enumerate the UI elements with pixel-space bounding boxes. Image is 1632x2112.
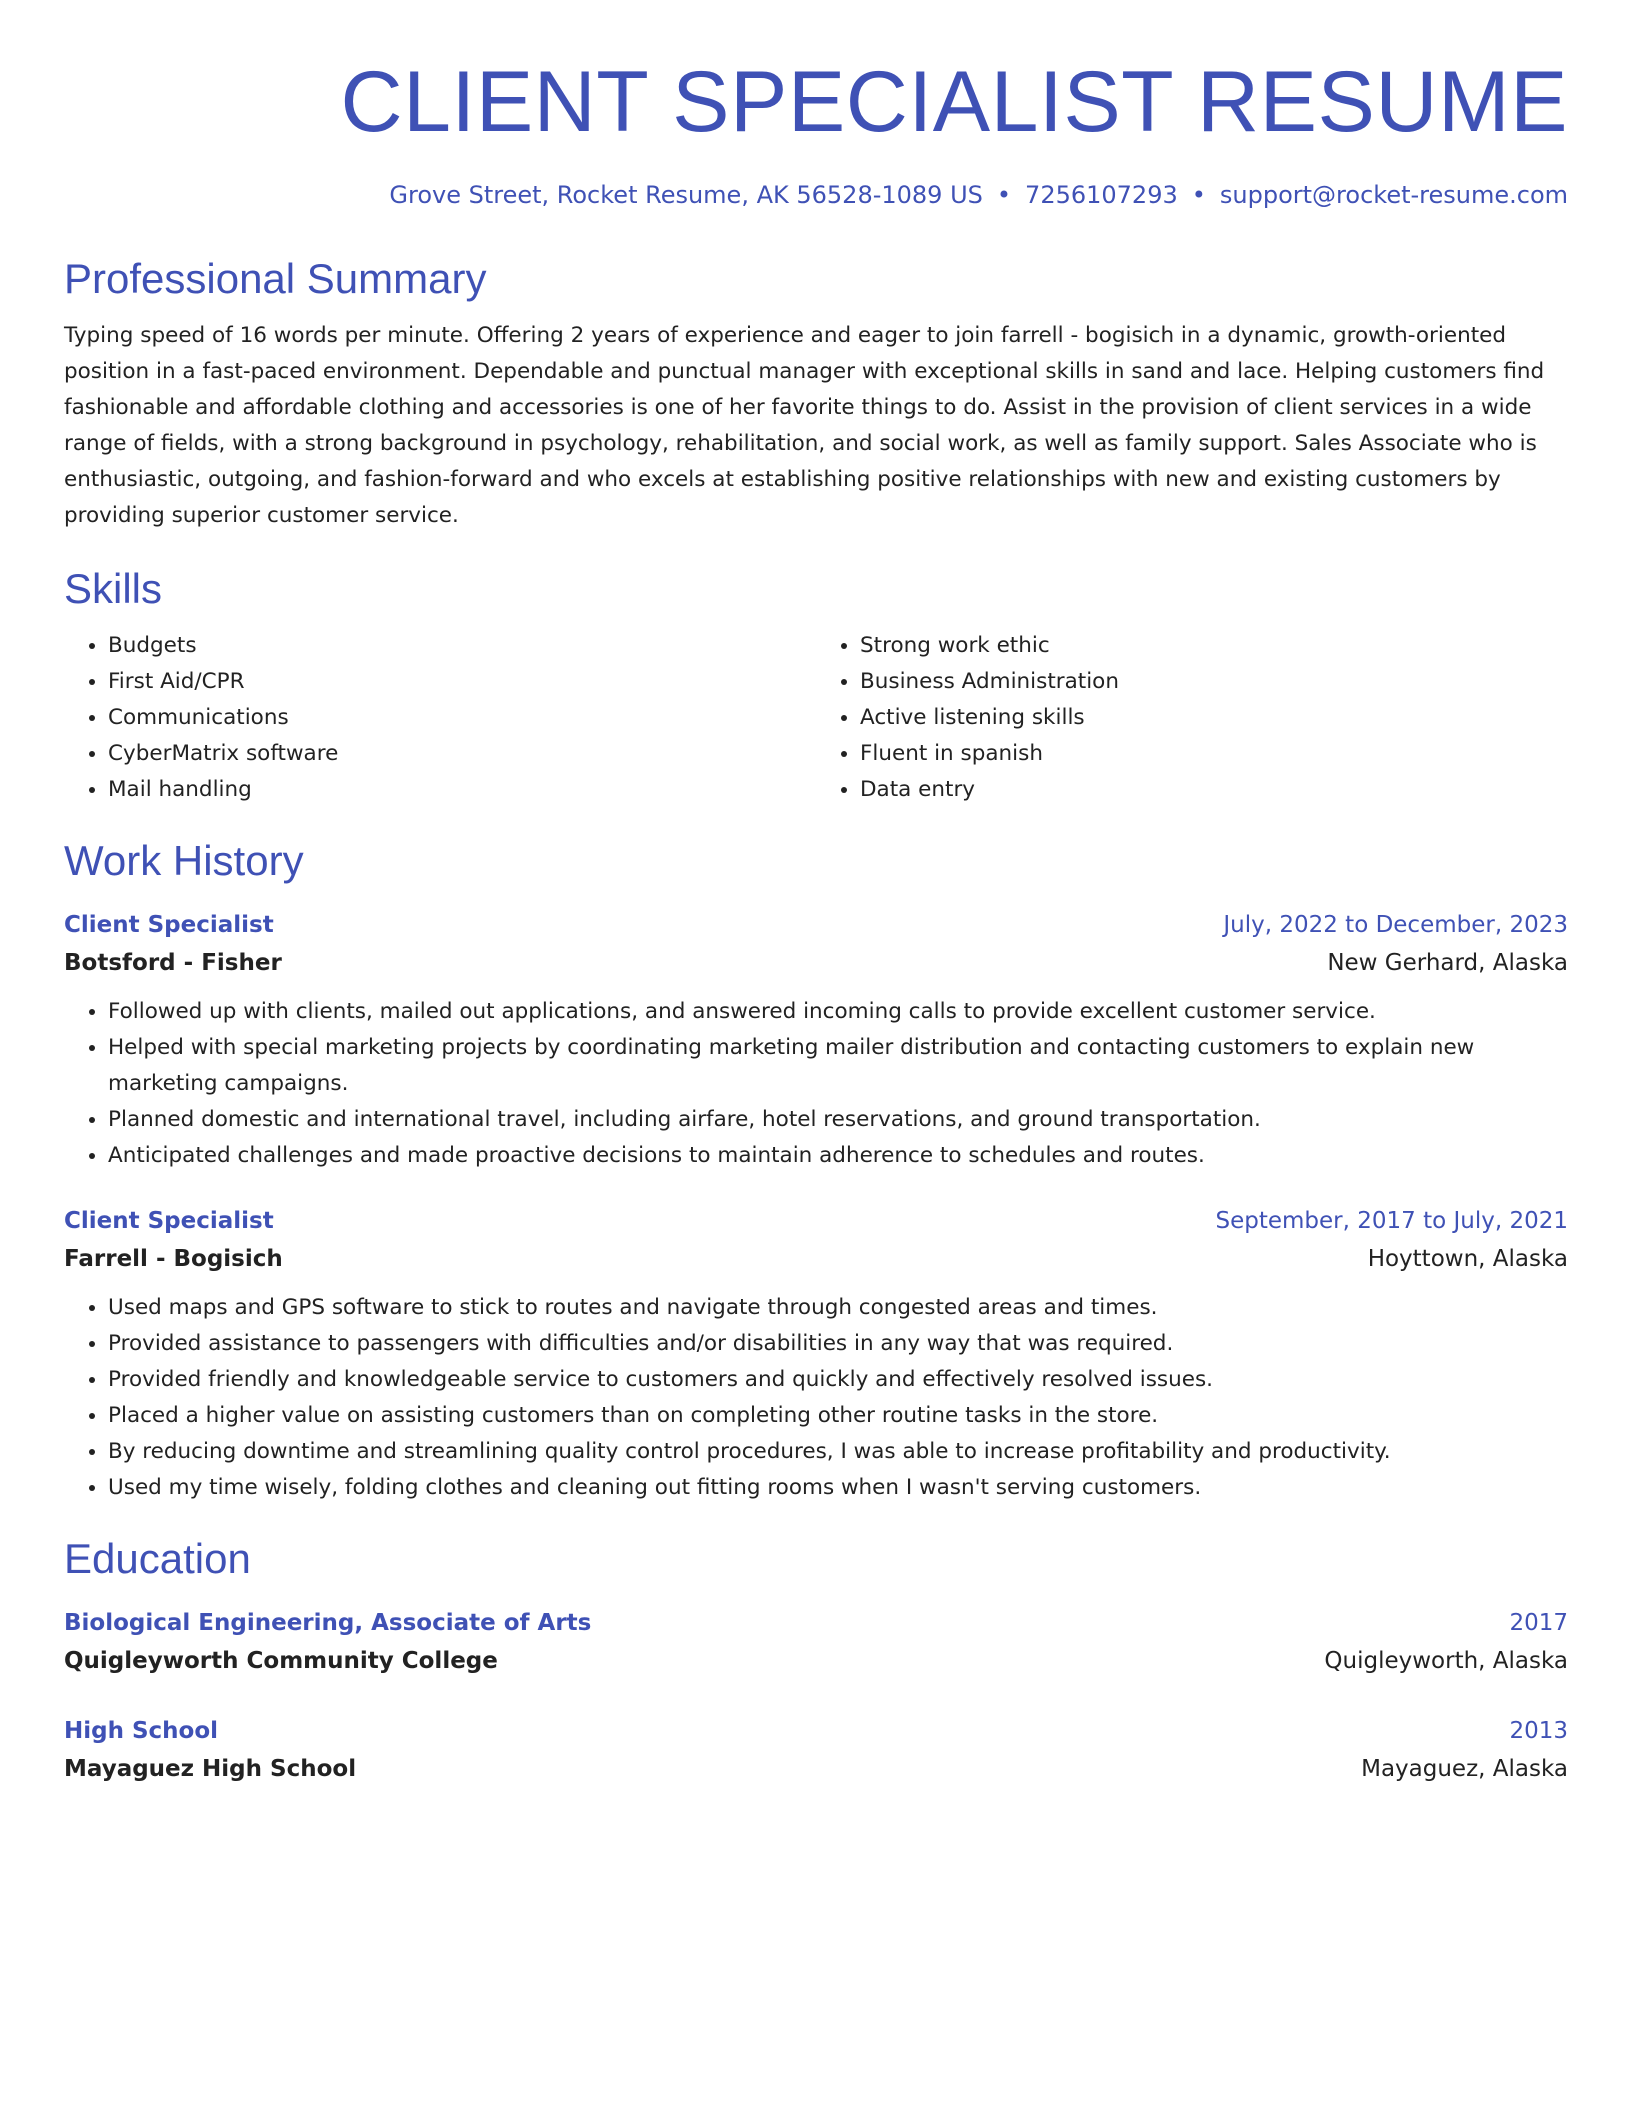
work-entry [64,906,1568,1174]
contact-email[interactable]: support@rocket-resume.com [1219,181,1568,209]
work-entry-header [64,1202,1568,1240]
education-entry-subheader [64,1750,1568,1788]
skills-column-left [64,628,816,808]
skill-item: • Fluent in spanish [860,736,1568,772]
company-name: Botsford - Fisher [64,950,282,976]
contact-separator: • [996,181,1012,209]
skill-item: • Strong work ethic [860,628,1568,664]
work-entry-header [64,906,1568,944]
skill-item: • First Aid/CPR [108,664,816,700]
skill-item: • Mail handling [108,772,816,808]
skill-item: • Data entry [860,772,1568,808]
graduation-year: 2017 [1509,1610,1568,1636]
school-location: Mayaguez, Alaska [1361,1756,1568,1782]
job-location: Hoyttown, Alaska [1367,1246,1568,1272]
responsibility-item: • Helped with special marketing projects by coordinating marketing mailer distribution and contacting customers to explain new marketing campaigns. [108,1030,1568,1102]
skill-item: • Communications [108,700,816,736]
responsibility-item: • Followed up with clients, mailed out applications, and answered incoming calls to provide excellent customer service. [108,994,1568,1030]
degree-name: Biological Engineering, Associate of Arts [64,1610,592,1636]
skill-item: • CyberMatrix software [108,736,816,772]
responsibility-item: • Planned domestic and international travel, including airfare, hotel reservations, and ground transportation. [108,1102,1568,1138]
contact-line [64,180,1568,210]
job-dates: September, 2017 to July, 2021 [1215,1208,1568,1234]
education-entry [64,1712,1568,1788]
graduation-year: 2013 [1509,1718,1568,1744]
responsibility-item: • Provided friendly and knowledgeable service to customers and quickly and effectively resolved issues. [108,1362,1568,1398]
contact-address: Grove Street, Rocket Resume, AK 56528-1089 US [389,181,983,209]
contact-separator: • [1191,181,1206,209]
responsibility-item: • Used my time wisely, folding clothes and cleaning out fitting rooms when I wasn't serving customers. [108,1470,1568,1506]
skill-item: • Budgets [108,628,816,664]
education-entry-subheader [64,1642,1568,1680]
job-title: Client Specialist [64,912,274,938]
skill-item: • Business Administration [860,664,1568,700]
work-entry [64,1202,1568,1506]
responsibility-item: • Used maps and GPS software to stick to routes and navigate through congested areas and times. [108,1290,1568,1326]
work-entry-subheader [64,1240,1568,1278]
job-location: New Gerhard, Alaska [1327,950,1568,976]
work-entry-subheader [64,944,1568,982]
skills-column-right [816,628,1568,808]
responsibility-item: • Placed a higher value on assisting customers than on completing other routine tasks in the store. [108,1398,1568,1434]
job-dates: July, 2022 to December, 2023 [1223,912,1568,938]
responsibility-item: • Anticipated challenges and made proactive decisions to maintain adherence to schedules and routes. [108,1138,1568,1174]
skills-heading: Skills [64,565,163,612]
school-location: Quigleyworth, Alaska [1324,1648,1568,1674]
skills-list [64,628,1568,808]
summary-heading: Professional Summary [64,255,487,302]
resume-header [64,0,1568,210]
responsibility-item: • Provided assistance to passengers with difficulties and/or disabilities in any way that was required. [108,1326,1568,1362]
school-name: Mayaguez High School [64,1756,357,1782]
degree-name: High School [64,1718,219,1744]
education-heading: Education [64,1535,251,1582]
school-name: Quigleyworth Community College [64,1648,498,1674]
work-history-heading: Work History [64,837,304,884]
responsibility-item: • By reducing downtime and streamlining quality control procedures, I was able to increase profitability and productivity. [108,1434,1568,1470]
education-entry [64,1604,1568,1680]
company-name: Farrell - Bogisich [64,1246,283,1272]
skill-item: • Active listening skills [860,700,1568,736]
job-responsibilities [64,1290,1568,1506]
resume-title: CLIENT SPECIALIST RESUME [340,54,1568,150]
summary-text: Typing speed of 16 words per minute. Offering 2 years of experience and eager to join farrell - bogisich in a dynamic, growth-oriented position in a fast-paced environment. Dependable and punctual manager with exceptional skills in sand and lace. Helping customers find fashionable and affordable clothing and accessories is one of her favorite things to do. Assist in the provision of client services in a wide range of fields, with a strong background in psychology, rehabilitation, and social work, as well as family support. Sales Associate who is enthusiastic, outgoing, and fashion-forward and who excels at establishing positive relationships with new and existing customers by providing superior customer service. [64,323,1545,528]
job-title: Client Specialist [64,1208,274,1234]
education-entry-header [64,1604,1568,1642]
education-entry-header [64,1712,1568,1750]
job-responsibilities [64,994,1568,1174]
contact-phone[interactable]: 7256107293 [1025,181,1178,209]
